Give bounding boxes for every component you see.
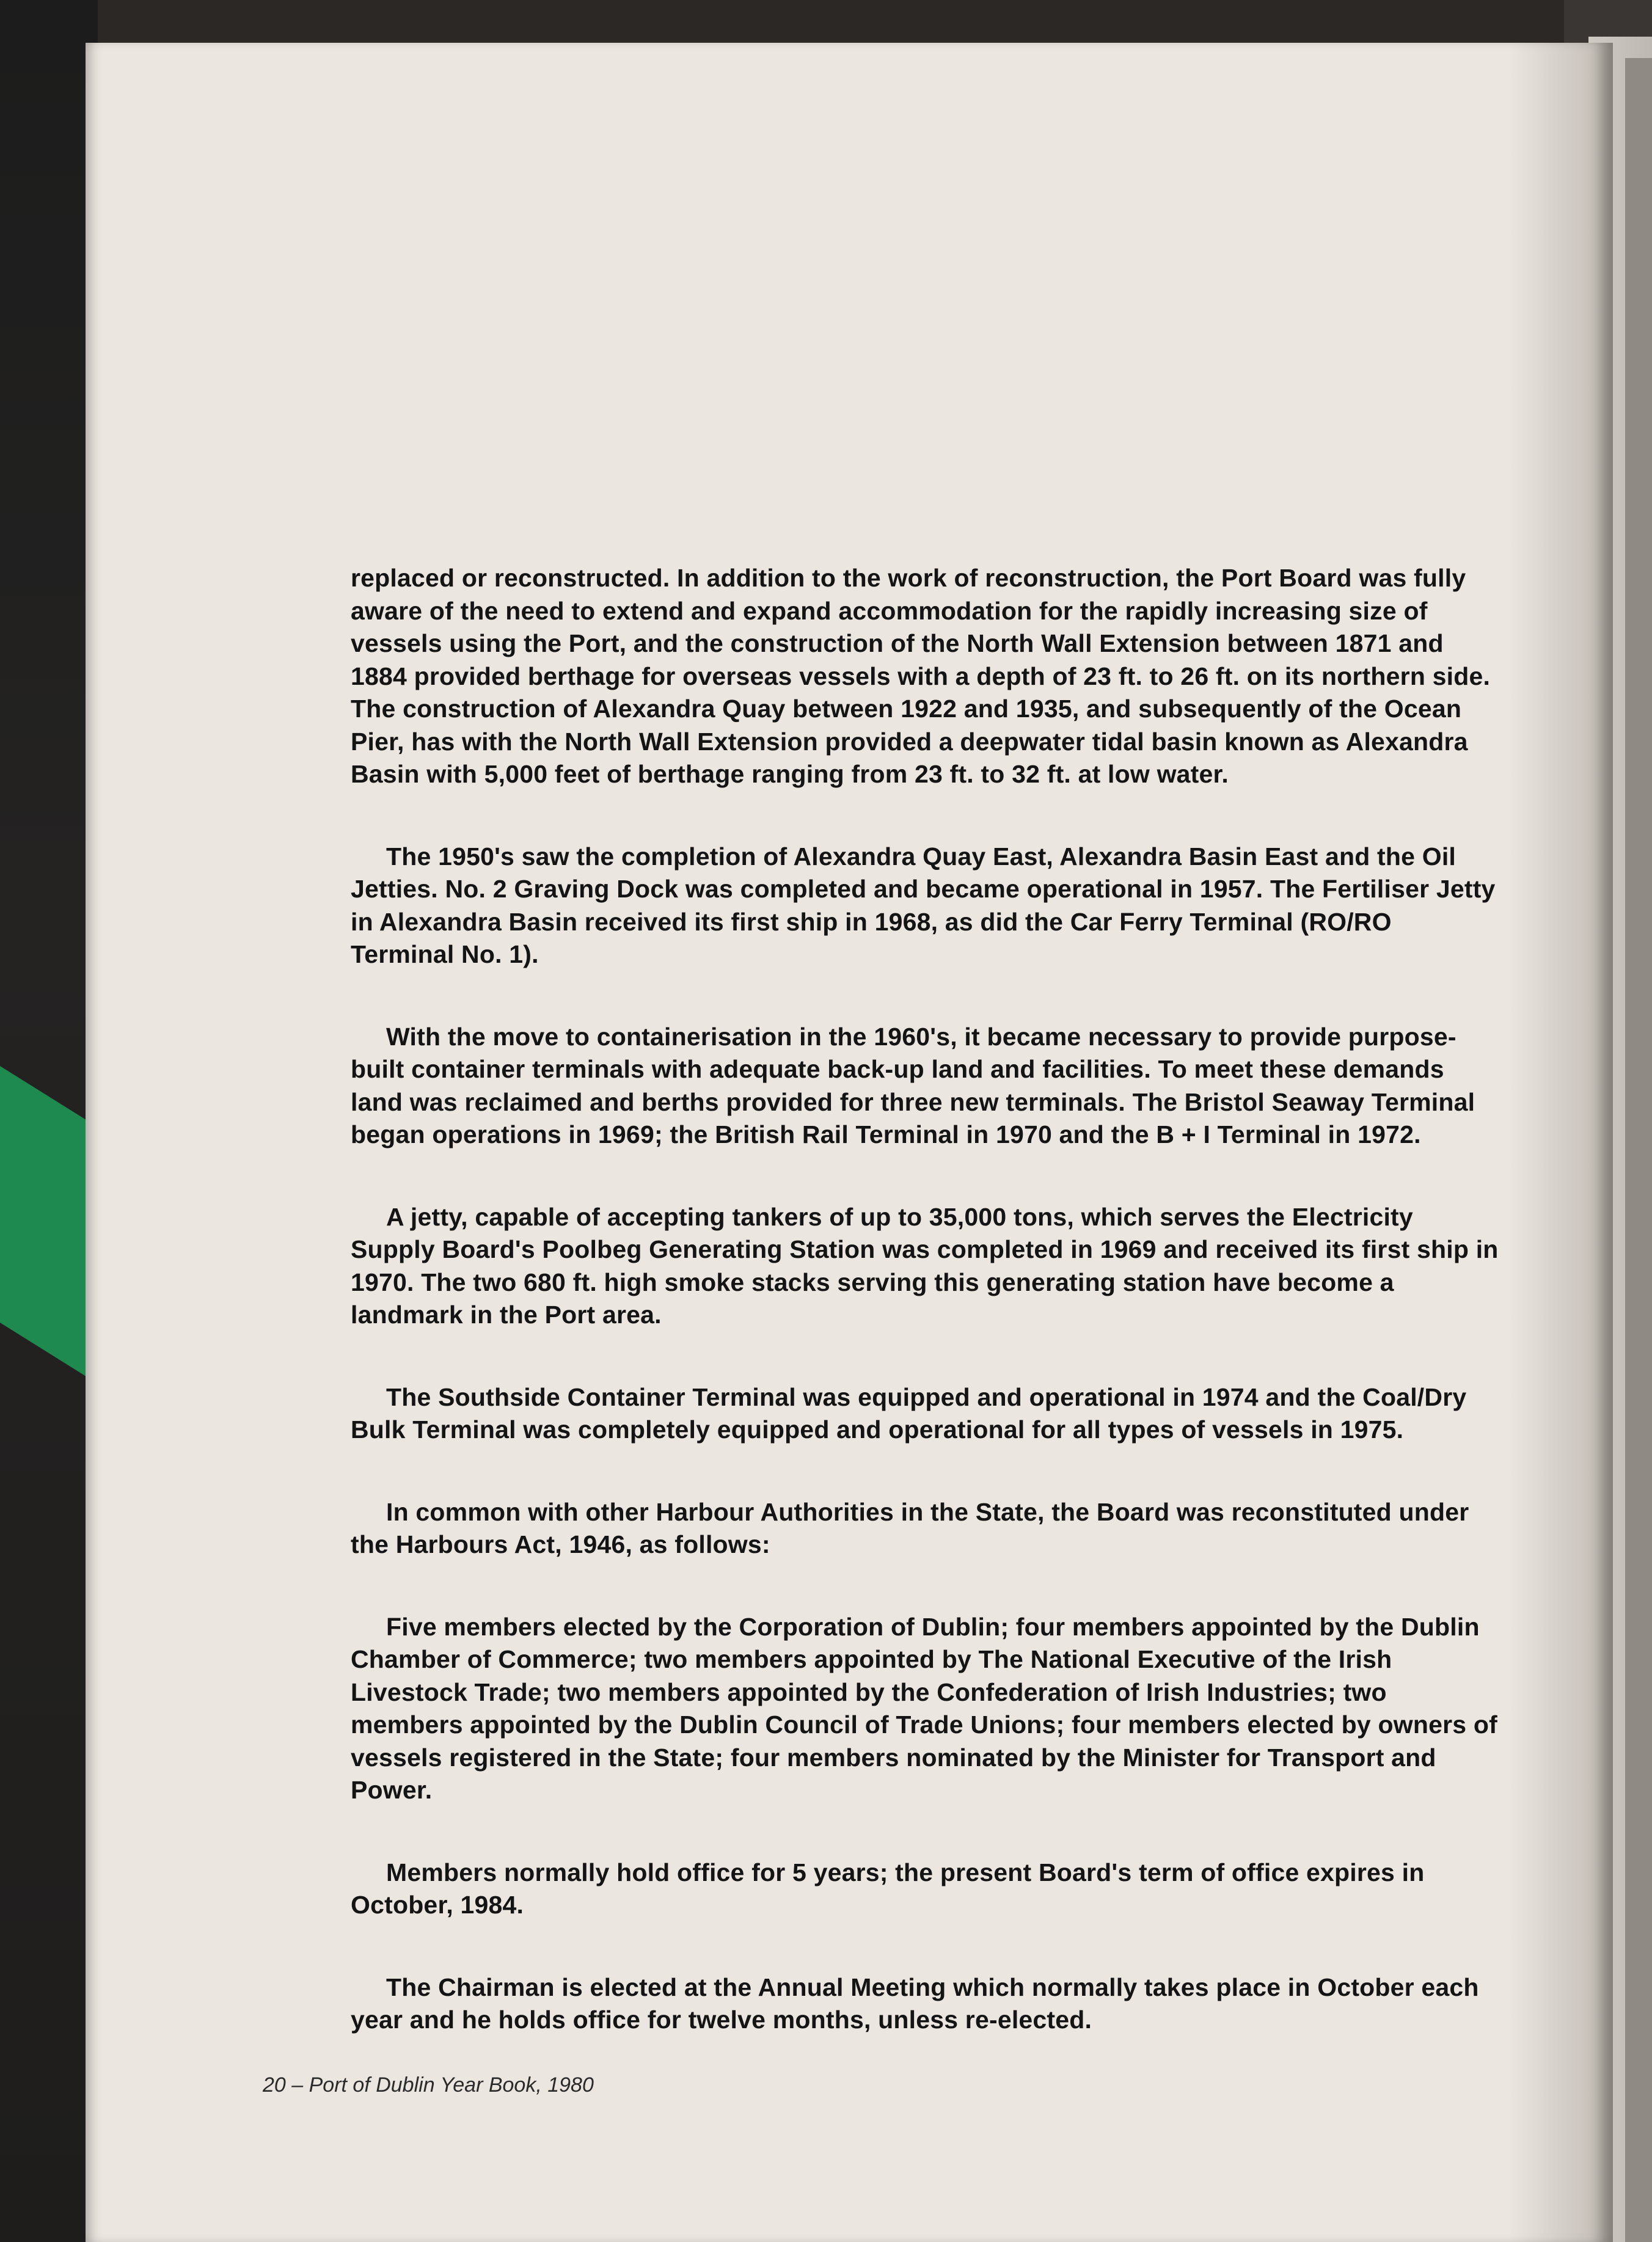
- page-footer: 20 – Port of Dublin Year Book, 1980: [263, 2073, 594, 2097]
- paragraph-containerisation: With the move to containerisation in the 1960's, it became necessary to provide purpose-built container terminals with adequate back-up land and facilities. To meet these demands land was reclaimed and berths provided for three new terminals. The Bristol Seaway Terminal began operations in 1969; the British Rail Terminal in 1970 and the B + I Terminal in 1972.: [351, 1022, 1475, 1148]
- paragraph-harbours-act: In common with other Harbour Authorities in the State, the Board was reconstituted under the Harbours Act, 1946, as follows:: [351, 1497, 1469, 1558]
- body-text: [351, 562, 1499, 2086]
- paragraph-board-members: Five members elected by the Corporation of Dublin; four members appointed by the Dublin Chamber of Commerce; two members appointed by The National Executive of the Irish Livestock Trade; two members appointed by the Confederation of Irish Industries; two members appointed by the Dublin Council of Trade Unions; four members elected by owners of vessels registered in the State; four members nominated by the Minister for Transport and Power.: [351, 1612, 1497, 1804]
- paragraph-chairman: The Chairman is elected at the Annual Meeting which normally takes place in October each year and he holds office for twelve months, unless re-elected.: [351, 1973, 1479, 2034]
- paragraph-reconstruction: replaced or reconstructed. In addition to the work of reconstruction, the Port Board was fully aware of the need to extend and expand accommodation for the rapidly increasing size of vessels using the Port, and the construction of the North Wall Extension between 1871 and 1884 provided berthage for overseas vessels with a depth of 23 ft. to 26 ft. on its northern side. The construction of Alexandra Quay between 1922 and 1935, and subsequently of the Ocean Pier, has with the North Wall Extension provided a deepwater tidal basin known as Alexandra Basin with 5,000 feet of berthage ranging from 23 ft. to 32 ft. at low water.: [351, 564, 1491, 788]
- paragraph-southside-terminal: The Southside Container Terminal was equipped and operational in 1974 and the Coal/Dry Bulk Terminal was completely equipped and operational for all types of vessels in 1975.: [351, 1382, 1467, 1444]
- paragraph-jetty: A jetty, capable of accepting tankers of up to 35,000 tons, which serves the Electricity Supply Board's Poolbeg Generating Station was completed in 1969 and received its first ship in 1970. The two 680 ft. high smoke stacks serving this generating station have become a landmark in the Port area.: [351, 1202, 1499, 1329]
- paragraph-1950s: The 1950's saw the completion of Alexandra Quay East, Alexandra Basin East and the Oil Jetties. No. 2 Graving Dock was completed and became operational in 1957. The Fertiliser Jetty in Alexandra Basin received its first ship in 1968, as did the Car Ferry Terminal (RO/RO Terminal No. 1).: [351, 842, 1496, 968]
- paragraph-term-of-office: Members normally hold office for 5 years; the present Board's term of office expires in October, 1984.: [351, 1858, 1425, 1919]
- adjacent-page-strip: [1625, 58, 1652, 2242]
